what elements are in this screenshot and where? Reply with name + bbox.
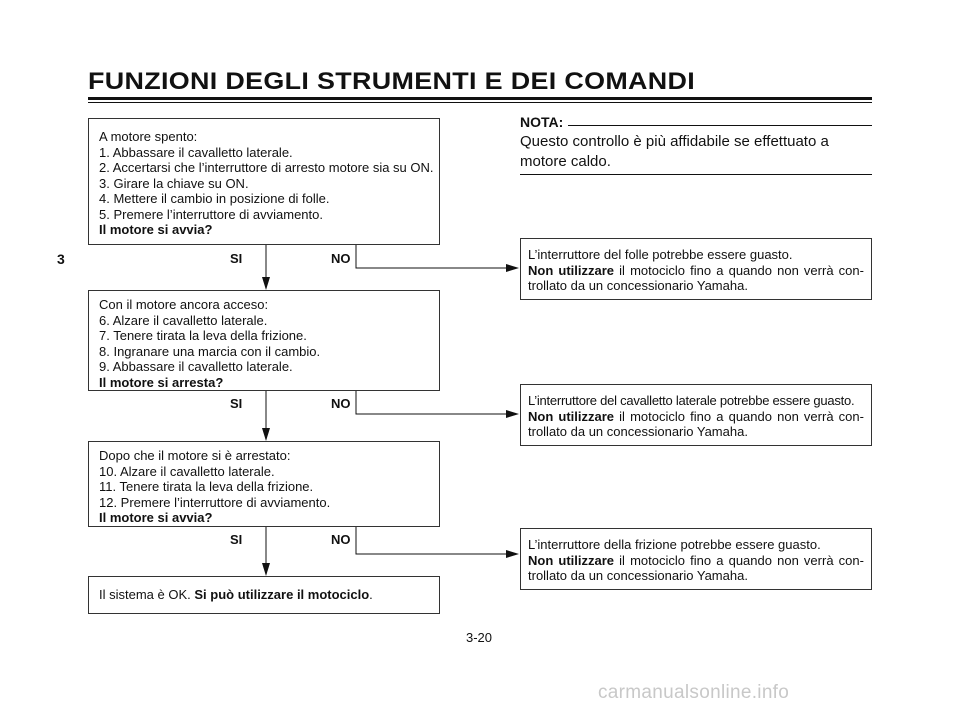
step1-line: A motore spento:	[99, 129, 198, 144]
nota-text: Questo controllo è più affidabile se effettuato a motore caldo.	[520, 133, 829, 170]
no-arrow-2	[356, 391, 508, 414]
yes-label-3: SI	[230, 532, 243, 547]
step1-line: 2. Accertarsi che l’interruttore di arresto motore sia su ON.	[99, 160, 434, 175]
step2-line: 8. Ingranare una marcia con il cambio.	[99, 343, 321, 359]
fault2-line3: trollato da un concessionario Yamaha.	[528, 424, 748, 439]
fault1-line3: trollato da un concessionario Yamaha.	[528, 278, 748, 293]
fault3-line2-rest: il motociclo fino a quando non verrà con-	[619, 552, 864, 568]
step2-line: 9. Abbassare il cavalletto laterale.	[99, 359, 293, 374]
step1-line: 3. Girare la chiave su ON.	[99, 175, 249, 191]
step3-question: Il motore si avvia?	[99, 510, 213, 525]
arrowhead-right-1	[506, 264, 519, 272]
step1-line: 4. Mettere il cambio in posizione di folle.	[99, 191, 330, 206]
step1-question: Il motore si avvia?	[99, 222, 213, 237]
step3-line: 10. Alzare il cavalletto laterale.	[99, 463, 275, 479]
yes-label-1: SI	[230, 251, 243, 266]
nota-heading: NOTA:	[520, 114, 564, 130]
step3-line: Dopo che il motore si è arrestato:	[99, 448, 291, 463]
fault3-line3: trollato da un concessionario Yamaha.	[528, 568, 748, 583]
no-label-1: NO	[331, 251, 351, 266]
step2-line: 6. Alzare il cavalletto laterale.	[99, 312, 268, 328]
step2-line: 7. Tenere tirata la leva della frizione.	[99, 328, 307, 343]
fault3-bold: Non utilizzare	[528, 552, 615, 568]
fault2-bold: Non utilizzare	[528, 408, 615, 424]
yes-label-2: SI	[230, 396, 243, 411]
fault1-bold: Non utilizzare	[528, 262, 615, 278]
watermark: carmanualsonline.info	[598, 682, 790, 703]
nota-rule	[568, 125, 872, 126]
result-ok-bold: Si può utilizzare il motociclo	[194, 587, 370, 602]
arrowhead-down-3	[262, 563, 270, 576]
page-title: FUNZIONI DEGLI STRUMENTI E DEI COMANDI	[88, 68, 696, 95]
nota-bottom-rule	[520, 174, 872, 175]
step1-line: 5. Premere l’interruttore di avviamento.	[99, 206, 323, 222]
section-number: 3	[57, 251, 65, 267]
step1-line: 1. Abbassare il cavalletto laterale.	[99, 144, 293, 160]
result-ok-normal: Il sistema è OK.	[99, 587, 195, 602]
step3-line: 11. Tenere tirata la leva della frizione.	[99, 479, 314, 494]
arrowhead-right-2	[506, 410, 519, 418]
step3-line: 12. Premere l’interruttore di avviamento.	[99, 494, 331, 510]
step2-question: Il motore si arresta?	[99, 374, 224, 390]
step2-line: Con il motore ancora acceso:	[99, 297, 269, 312]
result-ok-end: .	[369, 587, 373, 602]
fault1-line2-rest: il motociclo fino a quando non verrà con-	[619, 262, 864, 278]
no-arrow-3	[356, 527, 508, 554]
fault1-line1: L’interruttore del folle potrebbe essere guasto.	[528, 247, 793, 262]
no-label-2: NO	[331, 396, 351, 411]
fault3-line1: L’interruttore della frizione potrebbe essere guasto.	[528, 537, 821, 552]
arrowhead-down-2	[262, 428, 270, 441]
arrowhead-right-3	[506, 550, 519, 558]
fault2-line2-rest: il motociclo fino a quando non verrà con-	[619, 408, 864, 424]
no-arrow-1	[356, 245, 508, 268]
arrowhead-down-1	[262, 277, 270, 290]
page-number: 3-20	[466, 630, 493, 645]
fault2-line1: L’interruttore del cavalletto laterale potrebbe essere guasto.	[528, 393, 855, 408]
no-label-3: NO	[331, 532, 351, 547]
